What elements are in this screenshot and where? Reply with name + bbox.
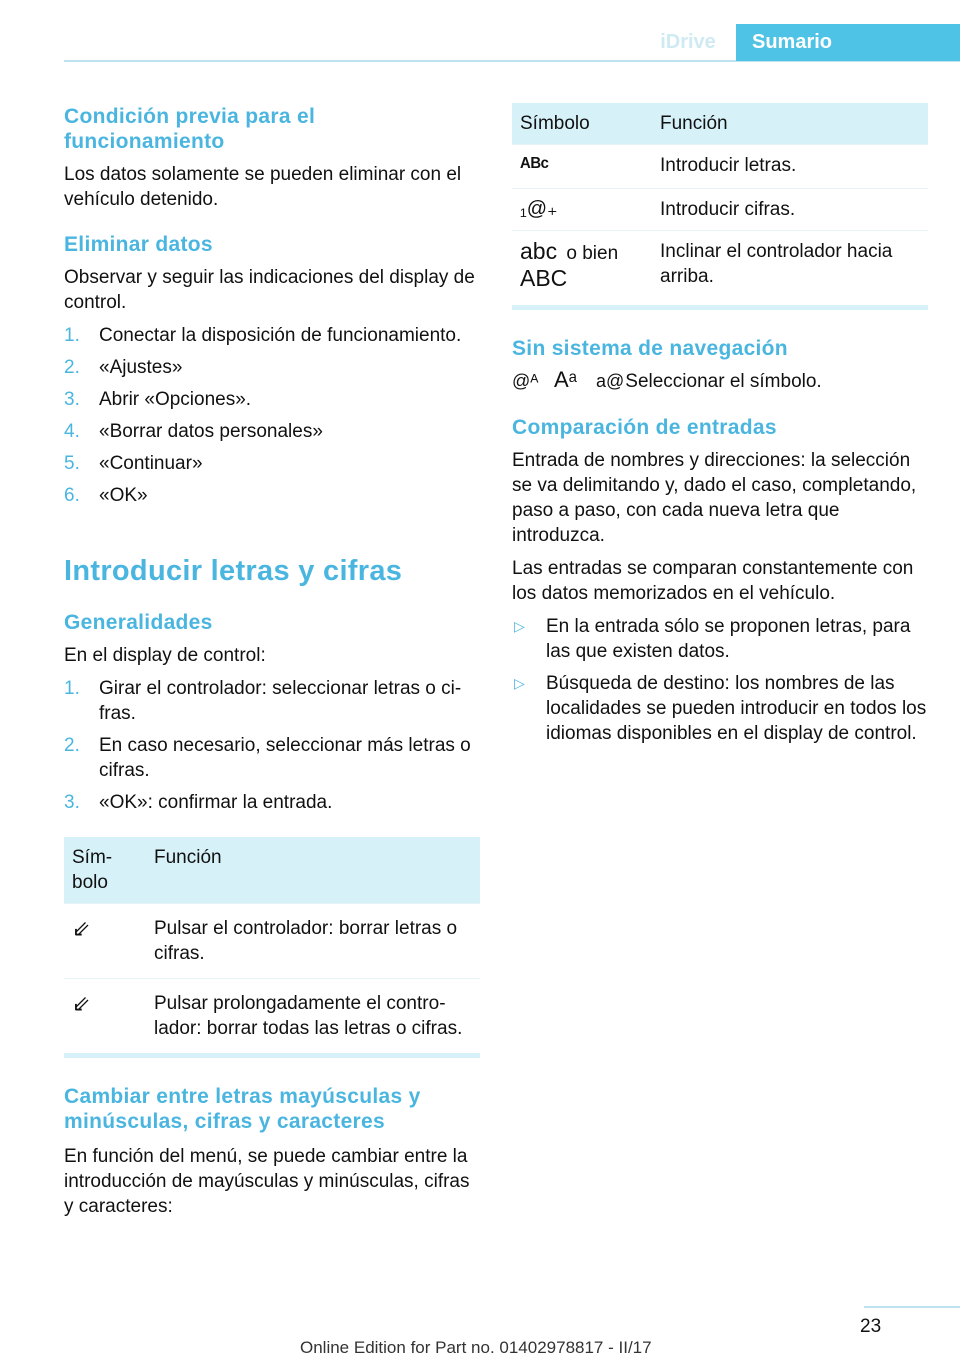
at-letters-icon: @ᴬ xyxy=(512,371,539,391)
letters-icon: ᴬᴮᶜ xyxy=(520,153,550,178)
page-number-rule xyxy=(864,1306,960,1308)
table-header-symbol: Símbolo xyxy=(64,837,146,904)
table-cell-function: Introducir letras. xyxy=(652,145,928,189)
list-item: 5. «Continuar» xyxy=(64,453,203,474)
list-item: 2. «Ajustes» xyxy=(64,357,183,378)
heading-introducir-letras: Introducir letras y cifras xyxy=(64,555,403,587)
paragraph-cambiar: En función del menú, se puede cambiar entre la introducción de mayúsculas y minúsculas, cifras y caracteres: xyxy=(64,1146,470,1217)
backspace-icon: ⇙ xyxy=(72,916,91,941)
list-item: 4. «Borrar datos personales» xyxy=(64,421,323,442)
list-item: 3. «OK»: confirmar la entrada. xyxy=(64,792,333,813)
table-cell-function: Introducir cifras. xyxy=(652,189,928,231)
page-number: 23 xyxy=(860,1316,882,1337)
table-row xyxy=(64,904,480,979)
table-header-symbol: Símbolo xyxy=(512,103,652,145)
paragraph-condicion: Los datos solamente se pueden eliminar con el vehículo detenido. xyxy=(64,164,462,210)
list-item: 3. Abrir «Opciones». xyxy=(64,389,252,410)
table-cell-function: Inclinar el controlador hacia arriba. xyxy=(652,231,928,302)
uppercase-abc-icon: ABC xyxy=(520,265,568,291)
table-input-symbols xyxy=(512,103,928,301)
paragraph-eliminar: Observar y seguir las indicaciones del display de control. xyxy=(64,267,475,313)
header-tab-sumario[interactable]: Sumario xyxy=(736,24,960,61)
symbol-row xyxy=(512,367,928,395)
right-column xyxy=(512,103,928,753)
heading-condicion-previa: Condición previa para el funcionamiento xyxy=(64,105,316,153)
backspace-icon: ⇙ xyxy=(72,991,91,1016)
digits-icon: ₁@₊ xyxy=(520,198,558,220)
table-row xyxy=(512,145,928,189)
paragraph-comparacion-1: Entrada de nombres y direcciones: la selección se va delimitando y, dado el caso, completando, paso a paso, con cada nueva letra que introduzca. xyxy=(512,450,917,546)
table-borrar-symbols xyxy=(64,837,480,1053)
header-section-idrive[interactable]: iDrive xyxy=(660,31,716,53)
list-item: 6. «OK» xyxy=(64,485,148,506)
case-toggle-icon: Aᵃ xyxy=(554,367,577,392)
heading-comparacion: Comparación de entradas xyxy=(512,416,777,439)
heading-generalidades: Generalidades xyxy=(64,611,213,634)
triangle-bullet-icon: ▷ xyxy=(514,618,525,634)
symbol-or-label: o bien xyxy=(566,243,619,264)
list-item: ▷ Búsqueda de destino: los nombres de las localidades se pueden introducir en todos los idiomas disponibles en el display de control. xyxy=(514,673,927,744)
bullet-list xyxy=(512,614,928,746)
letters-at-icon: a@ xyxy=(596,371,625,391)
paragraph-comparacion-2: Las entradas se comparan constantemente con los datos memorizados en el vehículo. xyxy=(512,558,914,604)
table-header-function: Función xyxy=(652,103,928,145)
table-cell-function: Pulsar el controlador: borrar letras o cifras. xyxy=(146,904,480,979)
paragraph-sin-sistema: Seleccionar el símbolo. xyxy=(625,371,822,392)
footer-edition: Online Edition for Part no. 01402978817 - II/17 xyxy=(300,1338,652,1357)
list-item: ▷ En la entrada sólo se proponen letras, para las que existen datos. xyxy=(514,616,911,662)
lowercase-abc-icon: abc xyxy=(520,238,558,264)
heading-sin-sistema: Sin sistema de navegación xyxy=(512,337,788,360)
list-eliminar-steps xyxy=(64,323,480,508)
list-item: 1. Girar el controlador: seleccionar letras o cifras. xyxy=(64,678,462,724)
table-row xyxy=(512,231,928,302)
heading-eliminar-datos: Eliminar datos xyxy=(64,233,213,256)
table-end-rule xyxy=(64,1053,480,1058)
paragraph-generalidades: En el display de control: xyxy=(64,645,266,666)
heading-cambiar-entre: Cambiar entre letras mayúsculas y minúsculas, cifras y caracteres xyxy=(64,1085,421,1133)
table-end-rule xyxy=(512,305,928,310)
left-column xyxy=(64,100,480,1227)
table-header-function: Función xyxy=(146,837,480,904)
table-cell-function: Pulsar prolongadamente el controlador: borrar todas las letras o cifras. xyxy=(146,979,480,1054)
triangle-bullet-icon: ▷ xyxy=(514,675,525,691)
list-item: 1. Conectar la disposición de funcionamiento. xyxy=(64,325,462,346)
list-generalidades-steps xyxy=(64,676,480,815)
list-item: 2. En caso necesario, seleccionar más letras o cifras. xyxy=(64,735,471,781)
table-row xyxy=(512,189,928,231)
table-row xyxy=(64,979,480,1054)
